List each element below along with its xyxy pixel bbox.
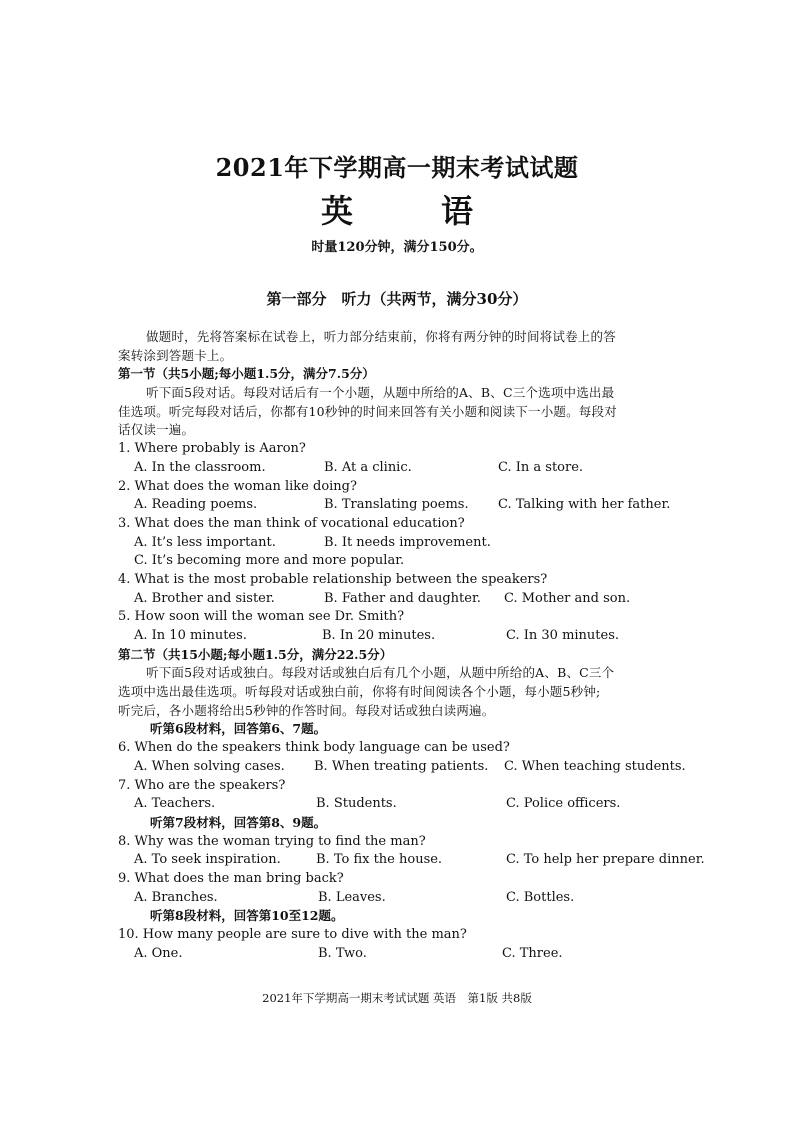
option-b: B. When treating patients. (314, 758, 489, 774)
section1-instructions: 听下面5段对话。每段对话后有一个小题，从题中所给的A、B、C三个选项中选出最 (146, 385, 615, 401)
option-a: A. When solving cases. (134, 758, 285, 774)
option-b: B. Translating poems. (324, 497, 469, 513)
section2-instructions-end: 听完后，各小题将给出5秒钟的作答时间。每段对话或独白读两遍。 (118, 702, 495, 718)
option-b: B. At a clinic. (324, 459, 412, 475)
exam-title: 2021年下学期高一期末考试试题 (215, 153, 579, 182)
question-stem: 7. Who are the speakers? (118, 777, 286, 793)
option-a: A. Branches. (134, 889, 218, 905)
option-c: C. When teaching students. (504, 758, 686, 774)
option-b: B. In 20 minutes. (322, 628, 436, 643)
option-c: C. Talking with her father. (498, 497, 671, 513)
option-c: C. Three. (502, 945, 563, 961)
option-b: B. Students. (316, 796, 397, 812)
option-a: A. One. (134, 945, 183, 961)
question-stem: 2. What does the woman like doing? (118, 478, 357, 494)
question-options (118, 627, 680, 646)
material-8-note: 听第8段材料，回答第10至12题。 (150, 908, 344, 924)
option-b: B. It needs improvement. (324, 534, 491, 550)
option-b: B. Father and daughter. (324, 590, 481, 606)
section1-instructions-cont: 佳选项。听完每段对话后，你都有10秒钟的时间来回答有关小题和阅读下一小题。每段对 (118, 403, 617, 419)
question-stem: 1. Where probably is Aaron? (118, 441, 306, 457)
option-a: A. In the classroom. (134, 459, 266, 475)
question-stem: 9. What does the man bring back? (118, 870, 344, 886)
option-c: C. It’s becoming more and more popular. (134, 553, 405, 569)
material-6-note: 听第6段材料，回答第6、7题。 (150, 721, 327, 737)
option-c: C. In a store. (498, 459, 584, 475)
option-b: B. Leaves. (318, 889, 386, 905)
section2-instructions-cont: 选项中选出最佳选项。听每段对话或独白前，你将有时间阅读各个小题，每小题5秒钟; (118, 684, 601, 700)
page-footer: 2021年下学期高一期末考试试题 英语 第1版 共8版 (262, 991, 532, 1005)
section1-instructions-end: 话仅读一遍。 (118, 422, 195, 438)
option-c: C. To help her prepare dinner. (506, 852, 705, 868)
option-a: A. Teachers. (134, 796, 216, 812)
option-c: C. In 30 minutes. (506, 628, 620, 643)
question-options (118, 590, 680, 609)
time-note: 时量120分钟，满分150分。 (311, 240, 483, 255)
option-b: B. To fix the house. (316, 852, 443, 868)
question-options-row2 (118, 552, 680, 571)
question-options (118, 496, 680, 515)
exam-body (118, 328, 705, 963)
option-a: A. In 10 minutes. (134, 628, 247, 643)
question-stem: 8. Why was the woman trying to find the man? (118, 833, 426, 849)
section1-heading: 第一节（共5小题;每小题1.5分，满分7.5分） (118, 366, 375, 382)
question-options (118, 851, 705, 870)
option-a: A. Brother and sister. (134, 590, 275, 606)
part1-intro-cont: 案转涂到答题卡上。 (118, 347, 233, 363)
question-options (118, 534, 680, 553)
question-stem: 3. What does the man think of vocational education? (118, 515, 465, 531)
question-stem: 10. How many people are sure to dive with the man? (118, 927, 467, 942)
subject-title: 英 语 (320, 192, 501, 230)
option-a: A. Reading poems. (134, 497, 258, 513)
question-options (118, 459, 680, 478)
option-c: C. Bottles. (506, 889, 575, 905)
option-a: A. It’s less important. (134, 534, 276, 550)
option-c: C. Mother and son. (504, 590, 631, 606)
option-b: B. Two. (318, 945, 367, 961)
question-options (118, 889, 680, 908)
question-options (118, 945, 680, 964)
option-a: A. To seek inspiration. (134, 852, 281, 868)
material-7-note: 听第7段材料，回答第8、9题。 (150, 814, 327, 830)
question-options (118, 795, 680, 814)
question-stem: 6. When do the speakers think body language can be used? (118, 740, 510, 756)
section2-heading: 第二节（共15小题;每小题1.5分，满分22.5分） (118, 646, 393, 662)
question-options (118, 758, 686, 777)
question-stem: 4. What is the most probable relationship between the speakers? (118, 571, 548, 587)
part1-heading: 第一部分 听力（共两节，满分30分） (266, 290, 528, 308)
section2-instructions: 听下面5段对话或独白。每段对话或独白后有几个小题，从题中所给的A、B、C三个 (146, 665, 615, 681)
part1-intro: 做题时，先将答案标在试卷上，听力部分结束前，你将有两分钟的时间将试卷上的答 (146, 329, 616, 344)
question-stem: 5. How soon will the woman see Dr. Smith? (118, 609, 405, 625)
option-c: C. Police officers. (506, 796, 621, 812)
